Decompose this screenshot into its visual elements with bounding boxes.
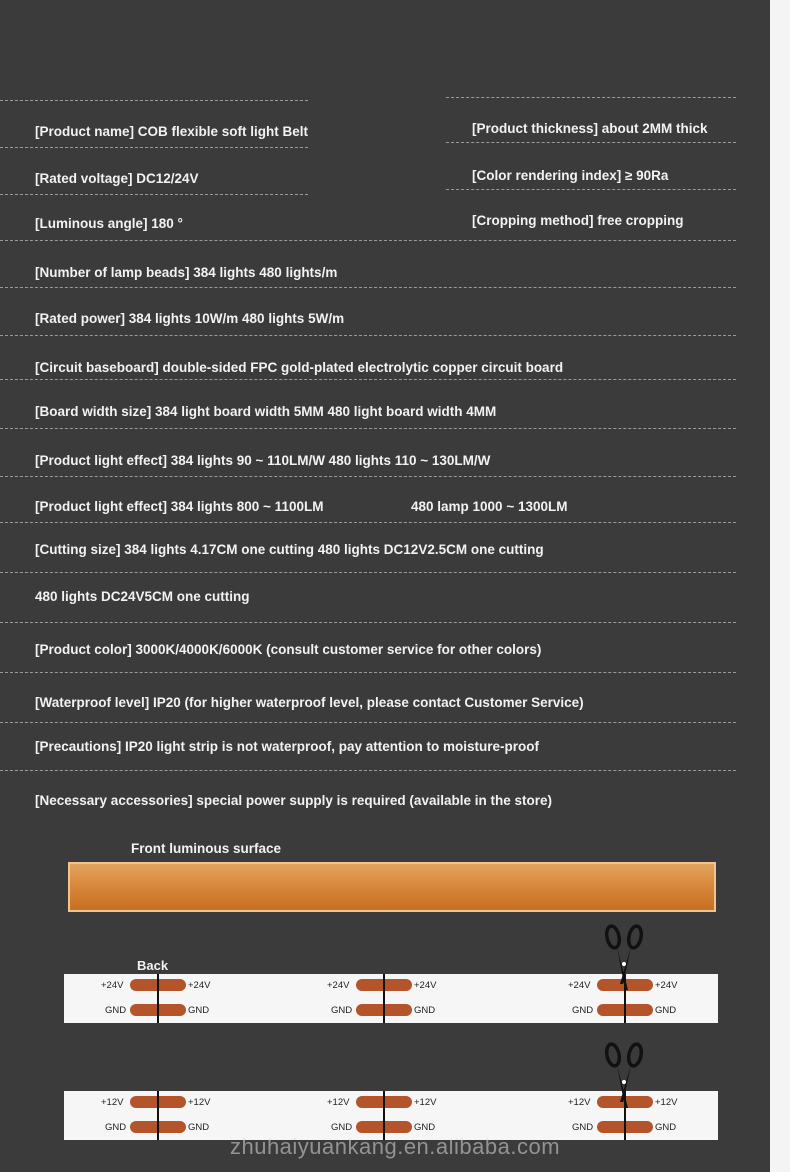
divider <box>0 770 736 771</box>
pad-label-positive: +24V <box>655 980 678 991</box>
divider <box>0 572 736 573</box>
page-edge <box>770 0 790 1172</box>
divider <box>0 335 736 336</box>
spec-luminous-angle: [Luminous angle] 180 ° <box>35 216 183 231</box>
divider <box>0 522 736 523</box>
pad-label-ground: GND <box>105 1005 127 1016</box>
divider <box>0 722 736 723</box>
cut-line <box>383 1091 385 1140</box>
pad-label-positive: +12V <box>414 1097 437 1108</box>
scissors-icon <box>602 1040 646 1110</box>
divider <box>0 672 736 673</box>
front-luminous-bar <box>68 862 716 912</box>
pad-label-positive: +24V <box>414 980 437 991</box>
cut-point <box>101 1091 281 1140</box>
pad-label-positive: +24V <box>327 980 350 991</box>
spec-light-effect: [Product light effect] 384 lights 90 ~ 110LM/W 480 lights 110 ~ 130LM/W <box>35 453 491 468</box>
pad-label-positive: +12V <box>188 1097 211 1108</box>
spec-cutting-size-24v: 480 lights DC24V5CM one cutting <box>35 589 250 604</box>
spec-board-width: [Board width size] 384 light board width 5MM 480 light board width 4MM <box>35 404 497 419</box>
spec-luminous-480: 480 lamp 1000 ~ 1300LM <box>411 499 568 514</box>
cut-point <box>327 974 507 1023</box>
pad-label-ground: GND <box>572 1122 594 1133</box>
pad-label-positive: +12V <box>568 1097 591 1108</box>
watermark: zhuhaiyuankang.en.alibaba.com <box>229 1134 561 1159</box>
front-surface-title: Front luminous surface <box>131 841 282 856</box>
spec-product-color: [Product color] 3000K/4000K/6000K (consult customer service for other colors) <box>35 642 542 657</box>
spec-lamp-beads: [Number of lamp beads] 384 lights 480 lights/m <box>35 265 338 280</box>
pad-label-ground: GND <box>188 1122 210 1133</box>
pad-label-positive: +12V <box>101 1097 124 1108</box>
pad-label-ground: GND <box>655 1005 677 1016</box>
spec-rated-power: [Rated power] 384 lights 10W/m 480 lights 5W/m <box>35 311 345 326</box>
pad-label-positive: +24V <box>101 980 124 991</box>
pad-label-ground: GND <box>331 1005 353 1016</box>
divider <box>0 428 736 429</box>
spec-cutting-size: [Cutting size] 384 lights 4.17CM one cutting 480 lights DC12V2.5CM one cutting <box>35 542 544 557</box>
pad-label-positive: +24V <box>568 980 591 991</box>
spec-precautions: [Precautions] IP20 light strip is not waterproof, pay attention to moisture-proof <box>35 739 540 754</box>
pad-label-positive: +12V <box>655 1097 678 1108</box>
pad-label-ground: GND <box>188 1005 210 1016</box>
cut-line <box>157 1091 159 1140</box>
pad-label-ground: GND <box>105 1122 127 1133</box>
spec-waterproof-level: [Waterproof level] IP20 (for higher waterproof level, please contact Customer Service) <box>35 695 584 710</box>
divider <box>0 194 308 195</box>
cut-line <box>157 974 159 1023</box>
spec-luminous-384: [Product light effect] 384 lights 800 ~ 1100LM <box>35 499 324 514</box>
divider <box>446 97 736 98</box>
spec-product-name: [Product name] COB flexible soft light Belt <box>35 124 309 139</box>
spec-rated-voltage: [Rated voltage] DC12/24V <box>35 171 199 186</box>
cut-point <box>568 974 748 1023</box>
cut-line <box>383 974 385 1023</box>
pad-label-ground: GND <box>331 1122 353 1133</box>
pad-label-ground: GND <box>572 1005 594 1016</box>
divider <box>0 287 736 288</box>
divider <box>0 240 736 241</box>
cut-point <box>327 1091 507 1140</box>
spec-thickness: [Product thickness] about 2MM thick <box>472 121 708 136</box>
spec-color-rendering: [Color rendering index] ≥ 90Ra <box>472 168 669 183</box>
divider <box>0 147 308 148</box>
cut-point <box>568 1091 748 1140</box>
back-label: Back <box>137 958 169 973</box>
divider <box>446 142 736 143</box>
pad-label-positive: +24V <box>188 980 211 991</box>
scissors-icon <box>602 922 646 992</box>
pad-label-ground: GND <box>414 1122 436 1133</box>
divider <box>0 476 736 477</box>
spec-cropping-method: [Cropping method] free cropping <box>472 213 684 228</box>
divider <box>446 189 736 190</box>
pad-label-ground: GND <box>655 1122 677 1133</box>
spec-accessories: [Necessary accessories] special power supply is required (available in the store) <box>35 793 552 808</box>
pad-label-ground: GND <box>414 1005 436 1016</box>
pad-label-positive: +12V <box>327 1097 350 1108</box>
divider <box>0 622 736 623</box>
spec-circuit-baseboard: [Circuit baseboard] double-sided FPC gold-plated electrolytic copper circuit board <box>35 360 564 375</box>
divider <box>0 379 736 380</box>
cut-point <box>101 974 281 1023</box>
divider <box>0 100 308 101</box>
